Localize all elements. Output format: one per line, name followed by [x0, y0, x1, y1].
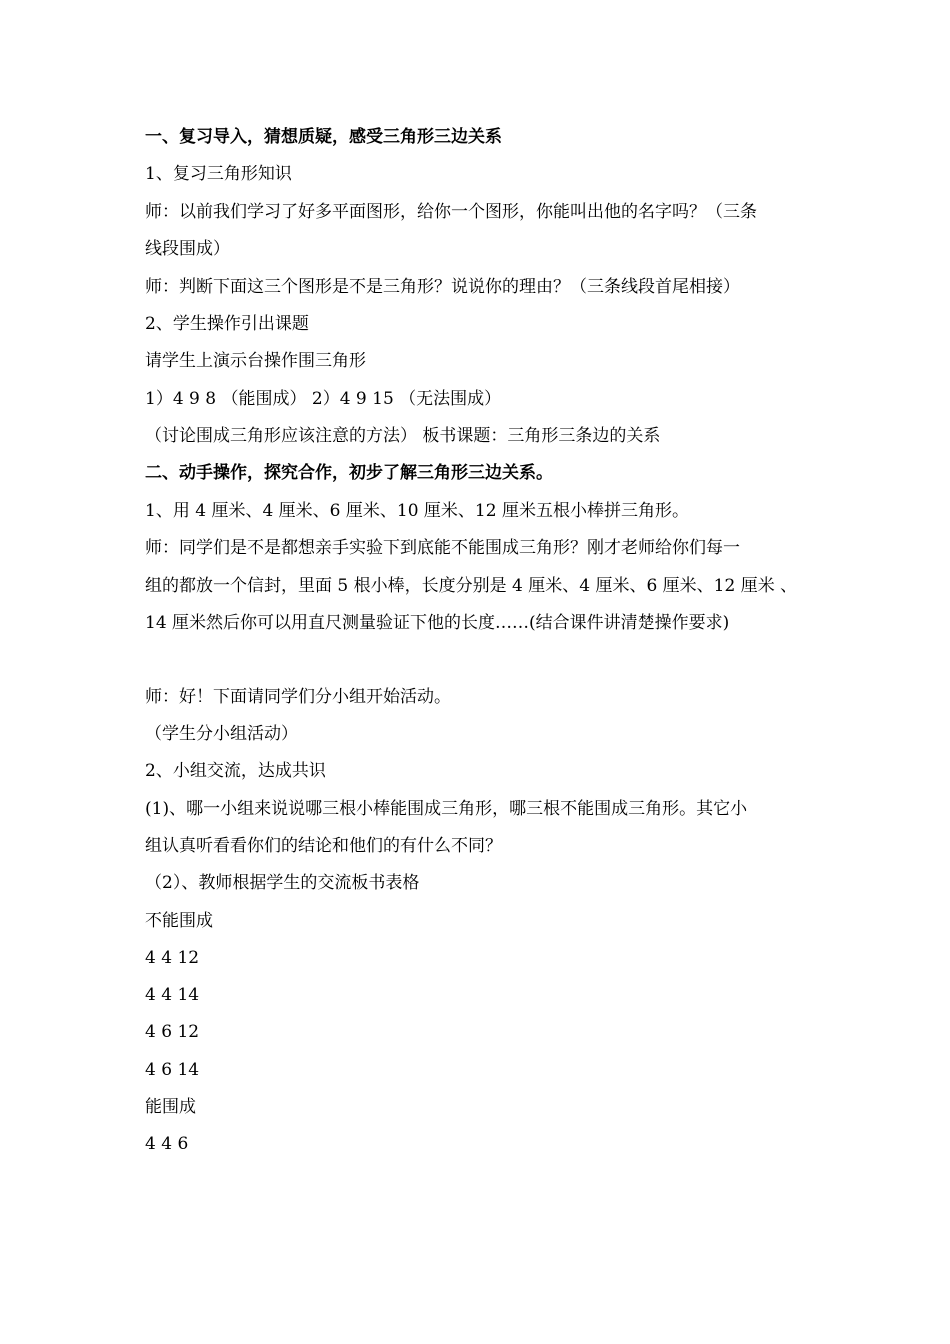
table-row: 4 6 12	[145, 1022, 200, 1042]
table-row: 4 4 12	[145, 948, 200, 968]
subheading-review: 1、复习三角形知识	[145, 164, 292, 184]
paragraph-line: 请学生上演示台操作围三角形	[145, 351, 366, 371]
section-heading-1: 一、复习导入，猜想质疑，感受三角形三边关系	[145, 127, 502, 147]
table-row: 4 4 14	[145, 985, 200, 1005]
paragraph-line: 14 厘米然后你可以用直尺测量验证下他的长度……(结合课件讲清楚操作要求)	[145, 613, 730, 633]
paragraph-line: 1）4 9 8 （能围成） 2）4 9 15 （无法围成）	[145, 389, 502, 409]
paragraph-line: （讨论围成三角形应该注意的方法） 板书课题：三角形三条边的关系	[145, 426, 661, 446]
paragraph-line: 1、用 4 厘米、4 厘米、6 厘米、10 厘米、12 厘米五根小棒拼三角形。	[145, 501, 689, 521]
table-row: 4 6 14	[145, 1060, 200, 1080]
paragraph-line: 组认真听看看你们的结论和他们的有什么不同？	[145, 836, 502, 856]
subheading-operation: 2、学生操作引出课题	[145, 314, 309, 334]
paragraph-line: 师：以前我们学习了好多平面图形，给你一个图形，你能叫出他的名字吗？（三条	[145, 202, 757, 222]
table-label-can: 能围成	[145, 1097, 196, 1117]
table-row: 4 4 6	[145, 1134, 189, 1154]
paragraph-line: 组的都放一个信封，里面 5 根小棒，长度分别是 4 厘米、4 厘米、6 厘米、12 厘米 、	[145, 576, 798, 596]
paragraph-line: 师：判断下面这三个图形是不是三角形？说说你的理由？（三条线段首尾相接）	[145, 277, 740, 297]
paragraph-line: 线段围成）	[145, 239, 230, 259]
subheading-exchange: 2、小组交流，达成共识	[145, 761, 326, 781]
paragraph-line: （学生分小组活动）	[145, 724, 298, 744]
paragraph-line: 师：好！下面请同学们分小组开始活动。	[145, 687, 451, 707]
section-heading-2: 二、动手操作，探究合作，初步了解三角形三边关系。	[145, 463, 553, 483]
paragraph-line: 师：同学们是不是都想亲手实验下到底能不能围成三角形？刚才老师给你们每一	[145, 538, 740, 558]
paragraph-line: (1)、哪一小组来说说哪三根小棒能围成三角形，哪三根不能围成三角形。其它小	[145, 799, 748, 819]
table-label-cannot: 不能围成	[145, 911, 213, 931]
paragraph-line: （2）、教师根据学生的交流板书表格	[145, 873, 420, 893]
